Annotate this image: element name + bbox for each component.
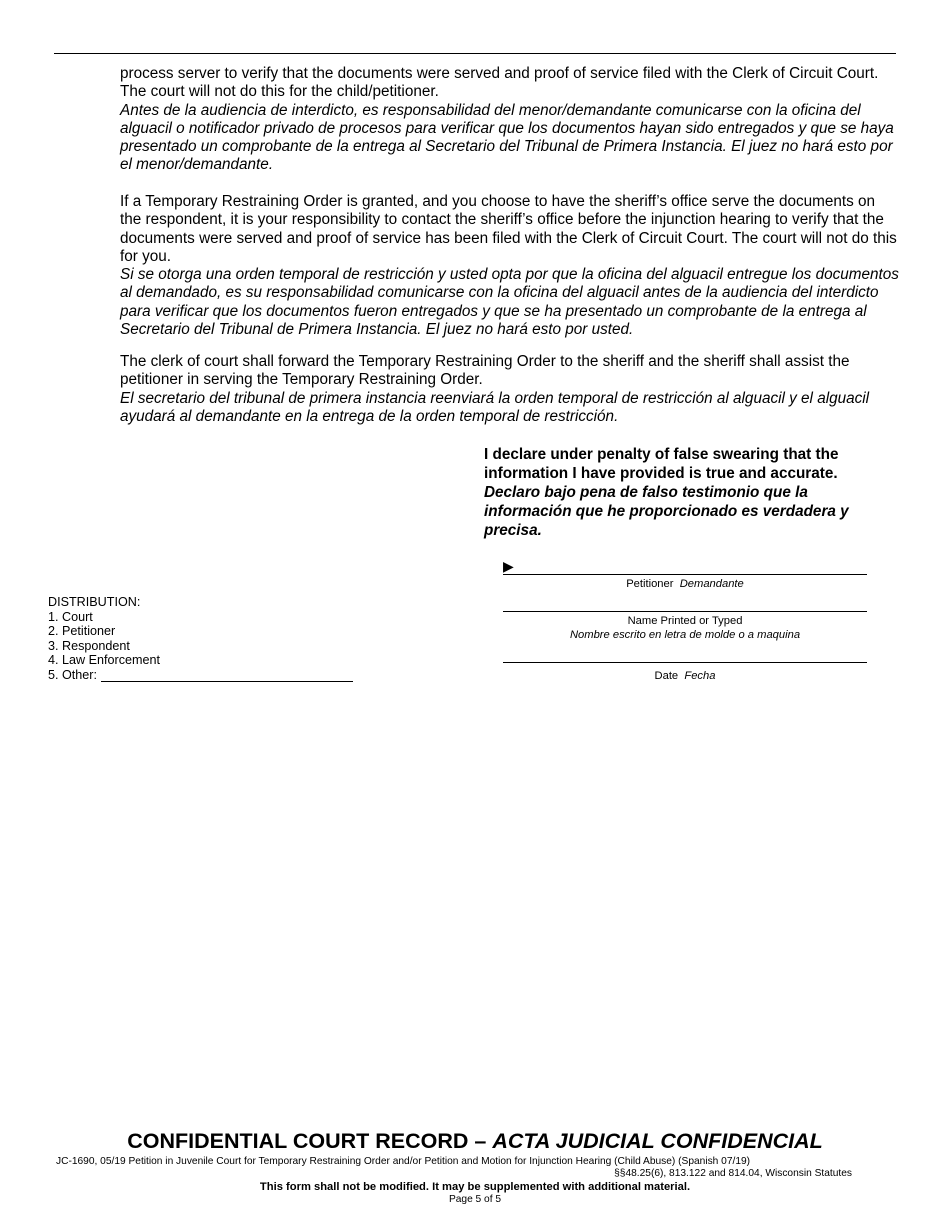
date-line[interactable] bbox=[503, 662, 867, 663]
paragraph-3-english: The clerk of court shall forward the Temporary Restraining Order to the sheriff and the sheriff shall assist the petitioner in serving the Temporary Restraining Order. bbox=[120, 353, 850, 389]
page-number: Page 5 of 5 bbox=[448, 1194, 502, 1205]
date-field[interactable] bbox=[503, 662, 867, 683]
distribution-item: 3. Respondent bbox=[48, 638, 130, 653]
declaration-spanish: Declaro bajo pena de falso testimonio que la información que he proporcionado es verdadera y precisa. bbox=[484, 484, 849, 539]
name-printed-field[interactable] bbox=[503, 611, 867, 642]
petitioner-signature-field[interactable] bbox=[503, 574, 867, 591]
top-divider bbox=[54, 53, 896, 54]
distribution-item: 2. Petitioner bbox=[48, 624, 116, 638]
statutes-reference: §§48.25(6), 813.122 and 814.04, Wisconsin Statutes bbox=[614, 1168, 852, 1179]
paragraph-3-spanish: El secretario del tribunal de primera instancia reenviará la orden temporal de restricción al alguacil y el alguacil ayudará al demandante en la entrega de la orden temporal de restricción. bbox=[120, 389, 870, 425]
modification-notice: This form shall not be modified. It may be supplemented with additional material. bbox=[259, 1181, 691, 1193]
paragraph-restraining-order-granted bbox=[120, 193, 900, 339]
confidential-record-title: CONFIDENTIAL COURT RECORD – ACTA JUDICIAL CONFIDENCIAL bbox=[127, 1129, 823, 1153]
sign-here-arrow-icon: ▶ bbox=[503, 558, 514, 574]
distribution-item: 1. Court bbox=[48, 609, 93, 624]
distribution-heading: DISTRIBUTION: bbox=[48, 595, 141, 609]
distribution-item-other: 5. Other: bbox=[48, 668, 353, 683]
paragraph-clerk-forward bbox=[120, 353, 900, 426]
distribution-item: 4. Law Enforcement bbox=[48, 653, 161, 667]
declaration-english: I declare under penalty of false swearing that the information I have provided is true and accurate. bbox=[484, 446, 839, 482]
name-printed-line[interactable] bbox=[503, 611, 867, 612]
distribution-other-input[interactable] bbox=[101, 669, 353, 682]
date-label: Date Fecha bbox=[654, 670, 716, 682]
paragraph-2-english: If a Temporary Restraining Order is granted, and you choose to have the sheriff’s office serve the documents on the respondent, it is your responsibility to contact the sheriff’s office before the injunction hearing to verify that the documents were served and proof of service has been filed with the Clerk of Circuit Court. The court will not do this for you. bbox=[120, 193, 897, 265]
name-printed-label: Name Printed or Typed Nombre escrito en letra de molde o a maquina bbox=[569, 615, 801, 641]
paragraph-verify-service bbox=[120, 65, 900, 175]
petitioner-signature-line[interactable] bbox=[503, 574, 867, 575]
paragraph-1-english: process server to verify that the documents were served and proof of service filed with the Clerk of Circuit Court. The court will not do this for the child/petitioner. bbox=[120, 65, 879, 101]
distribution-list bbox=[48, 595, 353, 682]
paragraph-1-spanish: Antes de la audiencia de interdicto, es responsabilidad del menor/demandante comunicarse con la oficina del alguacil o notificador privado de procesos para verificar que los documentos hayan sido entregados y que se haya presentado un comprobante de la entrega al Secretario del Tribunal de Primera Instancia. El juez no hará esto por el menor/demandante. bbox=[120, 101, 894, 174]
form-identifier: JC-1690, 05/19 Petition in Juvenile Court for Temporary Restraining Order and/or Petition and Motion for Injunction Hearing (Child Abuse) (Spanish 07/19) bbox=[56, 1156, 751, 1167]
declaration bbox=[484, 445, 884, 540]
petitioner-signature-label: Petitioner Demandante bbox=[626, 578, 744, 590]
paragraph-2-spanish: Si se otorga una orden temporal de restricción y usted opta por que la oficina del alguacil entregue los documentos al demandado, es su responsabilidad comunicarse con la oficina del alguacil antes de la audiencia del interdicto para verificar que los documentos fueron entregados y que se ha presentado un comprobante de la entrega al Secretario del Tribunal de Primera Instancia. El juez no hará esto por usted. bbox=[120, 266, 899, 339]
